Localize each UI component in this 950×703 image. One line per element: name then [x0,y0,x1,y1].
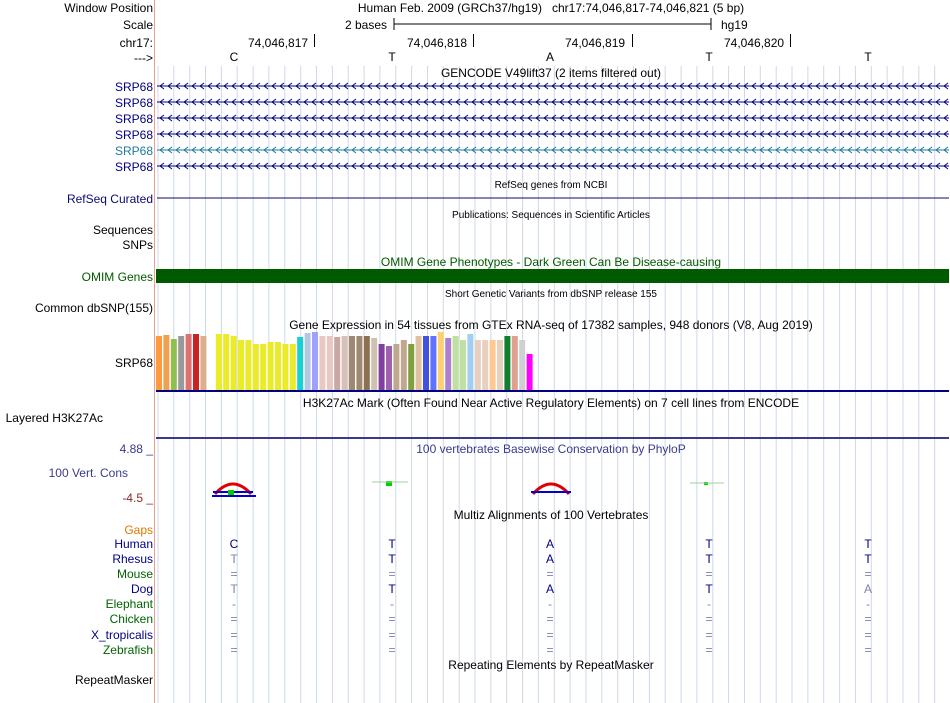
alignment-base: T [388,552,396,566]
gene-label-srp68[interactable]: SRP68 [114,128,153,142]
species-label-zebrafish[interactable]: Zebrafish [102,643,153,657]
omim-track-title: OMIM Gene Phenotypes - Dark Green Can Be Disease-causing [380,255,722,269]
h3k27ac-label[interactable]: Layered H3K27Ac [5,411,103,425]
ref-base: T [388,50,396,64]
gene-label-srp68[interactable]: SRP68 [114,144,153,158]
alignment-base: = [546,643,554,657]
coord-tick [314,34,315,47]
omim-genes-label[interactable]: OMIM Genes [81,270,153,284]
dbsnp-track-title: Short Genetic Variants from dbSNP release 155 [445,289,657,300]
publications-track-title: Publications: Sequences in Scientific Articles [452,210,650,221]
alignment-base: - [232,597,236,611]
gene-label-srp68[interactable]: SRP68 [114,160,153,174]
phylop-min-label: -4.5 _ [122,491,153,505]
alignment-base: T [705,552,713,566]
coord-tick [790,34,791,47]
alignment-base: = [546,612,554,626]
alignment-base: - [390,597,394,611]
coord-label: 74,046,820 [724,36,785,50]
alignment-base: A [863,582,873,596]
species-label-mouse[interactable]: Mouse [116,567,153,581]
species-label-dog[interactable]: Dog [130,582,153,596]
alignment-base: = [230,628,238,642]
ref-base: C [229,50,239,64]
species-label-x-tropicalis[interactable]: X_tropicalis [90,628,153,642]
coord-tick [473,34,474,47]
gtex-track-title: Gene Expression in 54 tissues from GTEx RNA-seq of 17382 samples, 948 donors (V8, Aug 2019) [289,318,813,332]
alignment-base: = [388,628,396,642]
window-position-label: Window Position [64,1,153,15]
alignment-base: = [546,567,554,581]
alignment-base: = [230,612,238,626]
scale-label: Scale [122,18,153,32]
alignment-base: = [705,643,713,657]
coord-tick [632,34,633,47]
refseq-track-title: RefSeq genes from NCBI [494,180,608,191]
alignment-base: C [229,537,239,551]
alignment-base: T [230,552,238,566]
alignment-base: - [866,597,870,611]
sequences-label[interactable]: Sequences [92,223,153,237]
alignment-base: A [545,537,555,551]
multiz-track-title: Multiz Alignments of 100 Vertebrates [453,508,649,522]
ref-base: T [864,50,872,64]
alignment-base: = [705,628,713,642]
alignment-base: = [864,643,872,657]
gene-label-srp68[interactable]: SRP68 [114,80,153,94]
refseq-curated-label[interactable]: RefSeq Curated [66,192,153,206]
gene-label-srp68[interactable]: SRP68 [114,96,153,110]
assembly-position-text: Human Feb. 2009 (GRCh37/hg19) chr17:74,046,817-74,046,821 (5 bp) [357,1,745,15]
alignment-base: T [388,582,396,596]
alignment-base: - [707,597,711,611]
species-label-elephant[interactable]: Elephant [105,597,153,611]
alignment-base: = [705,567,713,581]
gaps-label[interactable]: Gaps [124,523,153,537]
alignment-base: - [548,597,552,611]
ref-base: A [545,50,555,64]
phylop-max-label: 4.88 _ [119,442,153,456]
alignment-base: T [388,537,396,551]
alignment-base: = [864,567,872,581]
scale-db-text: hg19 [721,18,748,32]
coord-label: 74,046,817 [248,36,309,50]
coord-label: 74,046,819 [565,36,626,50]
alignment-base: = [705,612,713,626]
snps-label[interactable]: SNPs [122,238,153,252]
species-label-chicken[interactable]: Chicken [109,612,153,626]
ref-base: T [705,50,713,64]
alignment-base: T [864,552,872,566]
alignment-base: A [545,552,555,566]
phylop-track-label[interactable]: 100 Vert. Cons [48,466,128,480]
alignment-base: = [388,567,396,581]
alignment-base: T [705,582,713,596]
alignment-base: T [705,537,713,551]
alignment-base: = [230,643,238,657]
alignment-base: A [545,582,555,596]
alignment-base: = [230,567,238,581]
scale-bases-text: 2 bases [345,18,388,32]
repeatmasker-track-title: Repeating Elements by RepeatMasker [448,658,654,672]
alignment-base: T [230,582,238,596]
alignment-base: = [864,628,872,642]
phylop-track-title: 100 vertebrates Basewise Conservation by PhyloP [416,442,686,456]
gencode-track-title: GENCODE V49lift37 (2 items filtered out) [440,66,662,80]
alignment-base: = [546,628,554,642]
alignment-base: = [388,643,396,657]
gtex-gene-label[interactable]: SRP68 [114,356,153,370]
h3k27ac-track-title: H3K27Ac Mark (Often Found Near Active Regulatory Elements) on 7 cell lines from ENCODE [302,396,800,410]
alignment-base: T [864,537,872,551]
alignment-base: = [388,612,396,626]
coord-label: 74,046,818 [407,36,468,50]
alignment-base: = [864,612,872,626]
species-label-rhesus[interactable]: Rhesus [112,552,153,566]
dbsnp-label[interactable]: Common dbSNP(155) [34,301,153,315]
chrom-label: chr17: [119,36,153,50]
strand-label: ---> [134,51,153,65]
repeatmasker-label[interactable]: RepeatMasker [74,673,153,687]
gene-label-srp68[interactable]: SRP68 [114,112,153,126]
species-label-human[interactable]: Human [114,537,153,551]
